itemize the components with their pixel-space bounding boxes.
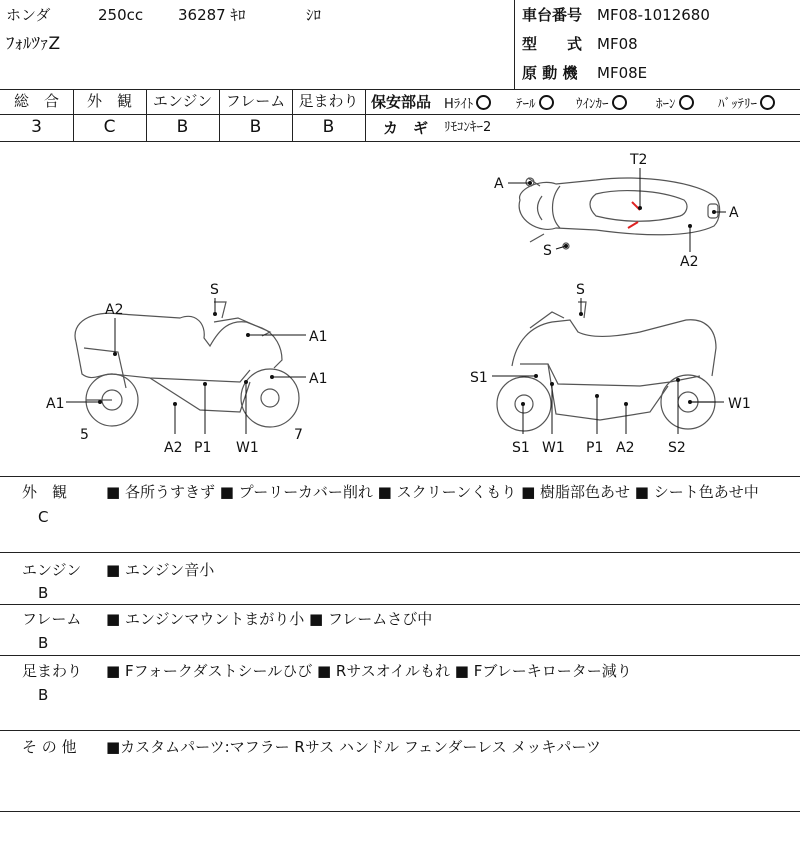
safety-mid-line	[365, 114, 800, 115]
label-s2-right: S2	[668, 440, 686, 456]
remark-exterior-grade: C	[38, 508, 49, 526]
label-t2: T2	[630, 152, 648, 168]
scooter-right-view	[497, 302, 716, 431]
label-p1-left: P1	[194, 440, 212, 456]
remark-frame-text: ■ エンジンマウントまがり小 ■ フレームさび中	[106, 610, 433, 628]
label-a2-right: A2	[616, 440, 635, 456]
label-a2-left-b: A2	[164, 440, 183, 456]
label-a-rear: A	[729, 205, 739, 221]
diagram-bottom-line	[0, 476, 800, 477]
ok-circle-icon	[679, 95, 694, 110]
label-s-right: S	[576, 282, 585, 298]
type-value: MF08	[597, 35, 638, 53]
safety-item-winker: ｳｲﾝｶｰ	[576, 95, 627, 111]
remark-engine-text: ■ エンジン音小	[106, 561, 215, 579]
grade-value-suspension: B	[322, 117, 335, 137]
header-bottom-line	[0, 89, 800, 90]
safety-label: 保安部品	[371, 93, 432, 111]
label-a1-left-b: A1	[309, 371, 328, 387]
maker: ホンダ	[6, 6, 51, 24]
displacement: 250cc	[98, 6, 144, 24]
label-p1-right: P1	[586, 440, 604, 456]
remark-line	[0, 730, 800, 731]
engine-value: MF08E	[597, 64, 648, 82]
label-a-front: A	[494, 176, 504, 192]
type-label: 型 式	[522, 35, 583, 53]
body-color: ｼﾛ	[306, 6, 322, 24]
remark-other-title: そ の 他	[22, 738, 77, 756]
grade-header-frame: フレーム	[225, 92, 286, 110]
mileage: 36287 ｷﾛ	[178, 6, 246, 24]
label-a1-left-c: A1	[46, 396, 65, 412]
key-label: カ ギ	[383, 119, 429, 137]
ok-circle-icon	[476, 95, 491, 110]
remark-line	[0, 552, 800, 553]
label-s1-right-b: S1	[512, 440, 530, 456]
remark-engine-title: エンジン	[22, 561, 82, 579]
grade-header-engine: エンジン	[152, 92, 213, 110]
remark-exterior-title: 外 観	[22, 483, 68, 501]
label-s-left: S	[210, 282, 219, 298]
remark-suspension-grade: B	[38, 686, 49, 704]
label-a1-left-a: A1	[309, 329, 328, 345]
label-s1-right-a: S1	[470, 370, 488, 386]
ok-circle-icon	[539, 95, 554, 110]
label-s-top: S	[543, 243, 552, 259]
header-divider	[514, 0, 515, 89]
damage-diagram	[0, 142, 800, 476]
grade-header-exterior: 外 観	[86, 92, 132, 110]
remark-other-text: ■カスタムパーツ:マフラー Rサス ハンドル フェンダーレス メッキパーツ	[106, 738, 601, 756]
remark-suspension-title: 足まわり	[22, 662, 83, 680]
scooter-left-view	[75, 302, 299, 427]
remark-engine-grade: B	[38, 584, 49, 602]
grade-value-engine: B	[176, 117, 189, 137]
label-a2-top: A2	[680, 254, 699, 270]
grade-header-suspension: 足まわり	[298, 92, 359, 110]
label-7: 7	[294, 427, 303, 443]
key-value: ﾘﾓｺﾝｷｰ2	[444, 120, 492, 135]
remark-suspension-text: ■ Fフォークダストシールひび ■ Rサスオイルもれ ■ Fブレーキローター減り	[106, 662, 632, 680]
remark-exterior-text: ■ 各所うすきず ■ プーリーカバー削れ ■ スクリーンくもり ■ 樹脂部色あせ ■ シート色あせ中	[106, 483, 759, 501]
remark-line	[0, 811, 800, 812]
ok-circle-icon	[612, 95, 627, 110]
remark-frame-title: フレーム	[22, 610, 82, 628]
safety-item-horn: ﾎｰﾝ	[656, 95, 694, 111]
safety-item-tail: ﾃｰﾙ	[516, 95, 554, 111]
grade-value-exterior: C	[103, 117, 116, 137]
model-name: ﾌｫﾙﾂｧZ	[6, 34, 61, 54]
grade-header-overall: 総 合	[13, 92, 59, 110]
label-w1-right-a: W1	[728, 396, 751, 412]
engine-label: 原 動 機	[522, 64, 578, 82]
label-w1-right-b: W1	[542, 440, 565, 456]
remark-frame-grade: B	[38, 634, 49, 652]
label-5: 5	[80, 427, 89, 443]
frame-no: MF08-1012680	[597, 6, 710, 24]
safety-item-battery: ﾊﾞｯﾃﾘｰ	[718, 95, 775, 111]
remark-line	[0, 604, 800, 605]
safety-item-headlight: Hﾗｲﾄ	[444, 95, 491, 111]
grade-value-overall: 3	[31, 117, 42, 137]
frame-no-label: 車台番号	[522, 6, 583, 24]
label-a2-left: A2	[105, 302, 124, 318]
grade-mid-line	[0, 114, 365, 115]
grade-col-line	[365, 89, 366, 141]
label-w1-left: W1	[236, 440, 259, 456]
grade-value-frame: B	[249, 117, 262, 137]
ok-circle-icon	[760, 95, 775, 110]
remark-line	[0, 655, 800, 656]
